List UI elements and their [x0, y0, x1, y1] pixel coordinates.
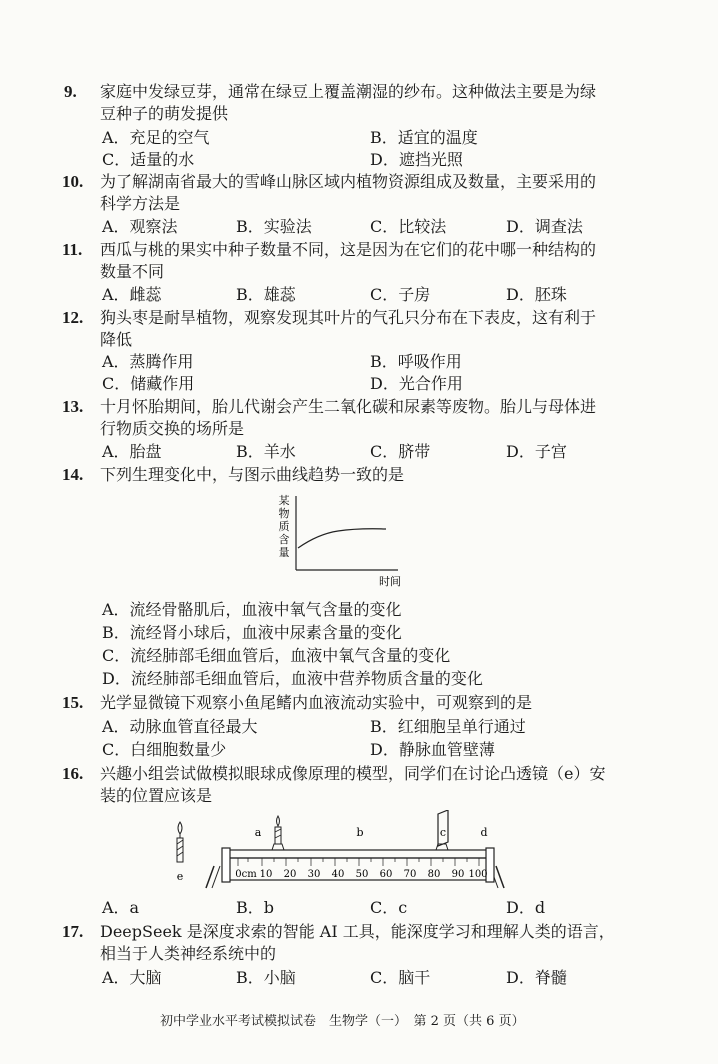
question-9-stem-line-2: 豆种子的萌发提供	[100, 104, 229, 123]
question-12-option-d[interactable]: D．光合作用	[370, 374, 463, 393]
graph-xlabel: 时间	[379, 575, 401, 588]
question-10-number: 10.	[62, 172, 84, 191]
question-17-number: 17.	[62, 922, 84, 941]
question-14-option-c[interactable]: C．流经肺部毛细血管后，血液中氧气含量的变化	[102, 646, 451, 665]
candle-icon	[177, 822, 183, 862]
question-10-stem-line-2: 科学方法是	[100, 194, 181, 213]
question-10-option-b[interactable]: B．实验法	[236, 217, 312, 236]
ruler-tick-0: 0cm	[235, 869, 257, 880]
question-16-option-a[interactable]: A．a	[102, 898, 140, 917]
question-17-option-a[interactable]: A．大脑	[102, 968, 162, 987]
question-11-option-a[interactable]: A．雌蕊	[102, 285, 162, 304]
question-17-option-d[interactable]: D．脊髓	[506, 968, 567, 987]
ruler-tick-100: 100	[468, 869, 488, 880]
question-13-stem-line-2: 行物质交换的场所是	[100, 419, 245, 438]
question-10-stem-line-1: 为了解湖南省最大的雪峰山脉区域内植物资源组成及数量，主要采用的	[100, 172, 597, 191]
label-e: e	[176, 870, 184, 883]
graph-ylabel-char: 量	[278, 546, 290, 559]
question-9-option-a[interactable]: A．充足的空气	[102, 128, 210, 147]
question-10-option-a[interactable]: A．观察法	[102, 217, 178, 236]
question-16-stem-line-1: 兴趣小组尝试做模拟眼球成像原理的模型，同学们在讨论凸透镜（e）安	[100, 764, 606, 783]
question-15-number: 15.	[62, 693, 84, 712]
question-17-stem-line-1: DeepSeek 是深度求索的智能 AI 工具，能深度学习和理解人类的语言，	[100, 922, 615, 941]
bench-candle-icon	[272, 816, 284, 850]
question-15-option-b[interactable]: B．红细胞呈单行通过	[370, 717, 526, 736]
question-13-option-d[interactable]: D．子宫	[506, 442, 567, 461]
ruler-ticks	[238, 858, 479, 866]
ruler-tick-50: 50	[355, 869, 369, 880]
question-9-stem-line-1: 家庭中发绿豆芽，通常在绿豆上覆盖潮湿的纱布。这种做法主要是为绿	[100, 82, 597, 101]
question-14-option-a[interactable]: A．流经骨骼肌后，血液中氧气含量的变化	[102, 600, 402, 619]
question-14-stem-line-1: 下列生理变化中，与图示曲线趋势一致的是	[100, 465, 405, 484]
graph-curve	[298, 529, 386, 548]
label-c: c	[439, 826, 447, 839]
label-d: d	[480, 826, 488, 839]
question-12-option-a[interactable]: A．蒸腾作用	[102, 352, 194, 371]
question-17-option-b[interactable]: B．小脑	[236, 968, 296, 987]
question-12-number: 12.	[62, 308, 84, 327]
ruler-tick-10: 10	[259, 869, 273, 880]
question-12-stem-line-1: 狗头枣是耐旱植物，观察发现其叶片的气孔只分布在下表皮，这有利于	[100, 308, 597, 327]
question-9-option-b[interactable]: B．适宜的温度	[370, 128, 478, 147]
question-11-number: 11.	[62, 240, 83, 259]
question-14-curve-graph	[268, 490, 438, 590]
label-a: a	[254, 826, 262, 839]
question-11-stem-line-2: 数量不同	[100, 262, 165, 281]
question-16-number: 16.	[62, 764, 84, 783]
question-15-option-c[interactable]: C．白细胞数量少	[102, 740, 227, 759]
question-11-option-b[interactable]: B．雄蕊	[236, 285, 296, 304]
question-16-stem-line-2: 装的位置应该是	[100, 786, 213, 805]
page-footer: 初中学业水平考试模拟试卷 生物学（一） 第 2 页（共 6 页）	[160, 1014, 525, 1029]
question-16-optical-bench-diagram	[166, 810, 526, 894]
question-9-option-d[interactable]: D．遮挡光照	[370, 150, 463, 169]
ruler-tick-40: 40	[331, 869, 345, 880]
ruler-tick-20: 20	[283, 869, 297, 880]
ruler-tick-30: 30	[307, 869, 321, 880]
question-17-stem-line-2: 相当于人类神经系统中的	[100, 944, 277, 963]
graph-ylabel-char: 某	[278, 494, 290, 507]
question-11-option-d[interactable]: D．胚珠	[506, 285, 567, 304]
question-14-option-d[interactable]: D．流经肺部毛细血管后，血液中营养物质含量的变化	[102, 669, 483, 688]
question-10-option-d[interactable]: D．调查法	[506, 217, 583, 236]
optical-bench	[206, 848, 504, 888]
question-10-option-c[interactable]: C．比较法	[370, 217, 447, 236]
question-16-option-c[interactable]: C．c	[370, 898, 408, 917]
question-13-option-a[interactable]: A．胎盘	[102, 442, 162, 461]
question-15-option-a[interactable]: A．动脉血管直径最大	[102, 717, 258, 736]
graph-ylabel-char: 质	[278, 520, 290, 533]
question-13-number: 13.	[62, 397, 84, 416]
graph-ylabel-char: 物	[278, 507, 290, 520]
question-9-option-c[interactable]: C．适量的水	[102, 150, 195, 169]
question-17-option-c[interactable]: C．脑干	[370, 968, 431, 987]
question-12-option-c[interactable]: C．储藏作用	[102, 374, 195, 393]
question-16-option-d[interactable]: D．d	[506, 898, 546, 917]
question-11-stem-line-1: 西瓜与桃的果实中种子数量不同，这是因为在它们的花中哪一种结构的	[100, 240, 597, 259]
label-b: b	[356, 826, 364, 839]
graph-ylabel-char: 含	[278, 533, 290, 546]
question-14-option-b[interactable]: B．流经肾小球后，血液中尿素含量的变化	[102, 623, 402, 642]
question-13-stem-line-1: 十月怀胎期间，胎儿代谢会产生二氧化碳和尿素等废物。胎儿与母体进	[100, 397, 597, 416]
ruler-tick-60: 60	[379, 869, 393, 880]
question-16-option-b[interactable]: B．b	[236, 898, 275, 917]
question-12-stem-line-2: 降低	[100, 330, 133, 349]
ruler-tick-80: 80	[427, 869, 441, 880]
question-11-option-c[interactable]: C．子房	[370, 285, 431, 304]
question-15-option-d[interactable]: D．静脉血管壁薄	[370, 740, 495, 759]
question-14-number: 14.	[62, 465, 84, 484]
question-12-option-b[interactable]: B．呼吸作用	[370, 352, 462, 371]
ruler-tick-70: 70	[403, 869, 417, 880]
question-9-number: 9.	[64, 82, 77, 101]
question-13-option-c[interactable]: C．脐带	[370, 442, 431, 461]
ruler-tick-90: 90	[451, 869, 465, 880]
question-13-option-b[interactable]: B．羊水	[236, 442, 296, 461]
question-15-stem-line-1: 光学显微镜下观察小鱼尾鳍内血液流动实验中，可观察到的是	[100, 693, 533, 712]
